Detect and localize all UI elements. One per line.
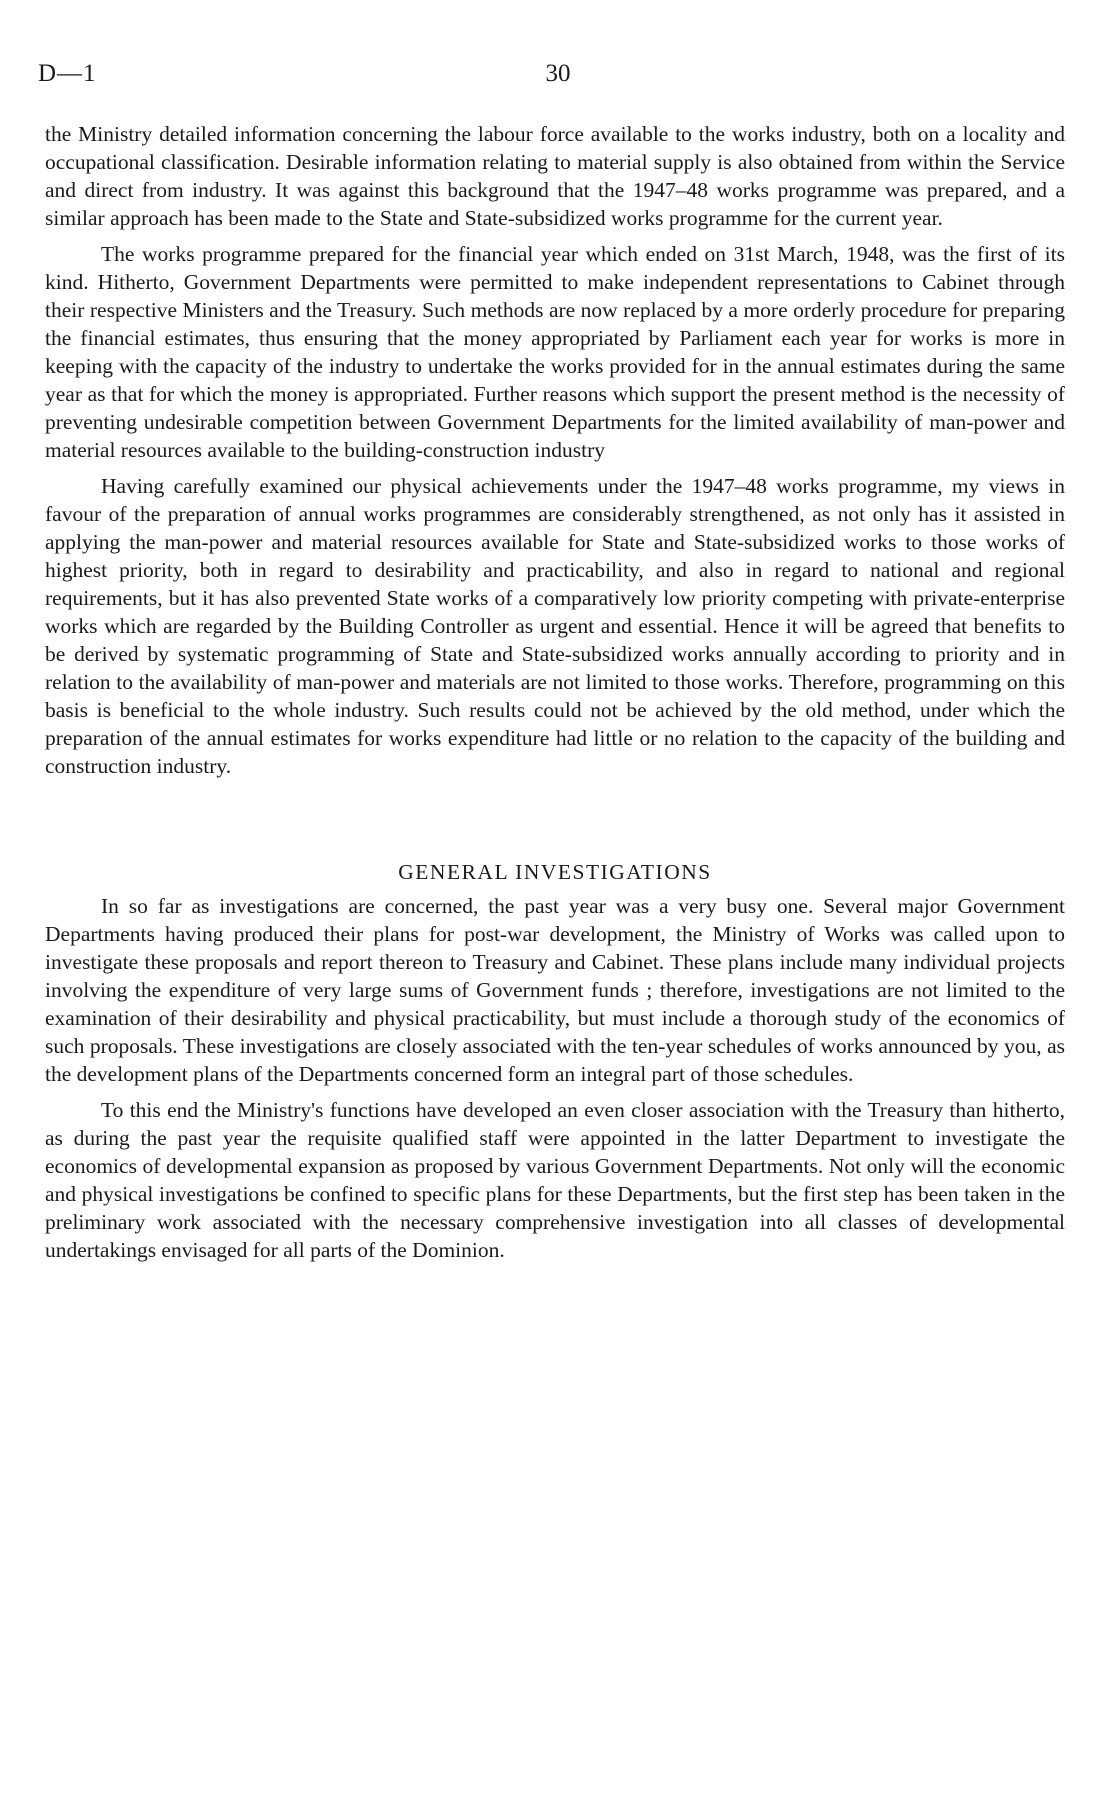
page-number: 30 [545, 60, 571, 87]
page-header [38, 60, 1078, 92]
paragraph: Having carefully examined our physical achievements under the 1947–48 works programme, my views in favour of the preparation of annual works programmes are considerably strengthened, as not only has it assisted in applying the man-power and material resources available for State and State-subsidized works to those works of highest priority, both in regard to desirability and practicability, and also in regard to national and regional requirements, but it has also prevented State works of a comparatively low priority competing with private-enterprise works which are regarded by the Building Controller as urgent and essential. Hence it will be agreed that benefits to be derived by systematic programming of State and State-subsidized works annually according to priority and in relation to the availability of man-power and materials are not limited to those works. Therefore, programming on this basis is beneficial to the whole industry. Such results could not be achieved by the old method, under which the preparation of the annual estimates for works expenditure had little or no relation to the capacity of the building and construction industry. [45, 474, 1065, 778]
paragraph: In so far as investigations are concerned, the past year was a very busy one. Several major Government Departments having produced their plans for post-war development, the Ministry of Works was called upon to investigate these proposals and report thereon to Treasury and Cabinet. These plans include many individual projects involving the expenditure of very large sums of Government funds ; therefore, investigations are not limited to the examination of their desirability and physical practicability, but must include a thorough study of the economics of such proposals. These investigations are closely associated with the ten-year schedules of works announced by you, as the development plans of the Departments concerned form an integral part of those schedules. [45, 894, 1065, 1086]
section-heading: GENERAL INVESTIGATIONS [398, 860, 712, 884]
paragraph-continued: the Ministry detailed information concerning the labour force available to the works industry, both on a locality and occupational classification. Desirable information relating to material supply is also obtained from within the Service and direct from industry. It was against this background that the 1947–48 works programme was prepared, and a similar approach has been made to the State and State-subsidized works programme for the current year. [45, 122, 1065, 230]
paragraph: The works programme prepared for the financial year which ended on 31st March, 1948, was the first of its kind. Hitherto, Government Departments were permitted to make independent representations to Cabinet through their respective Ministers and the Treasury. Such methods are now replaced by a more orderly procedure for preparing the financial estimates, thus ensuring that the money appropriated by Parliament each year for works is more in keeping with the capacity of the industry to undertake the works provided for in the annual estimates during the same year as that for which the money is appropriated. Further reasons which support the present method is the necessity of preventing undesirable competition between Government Departments for the limited availability of man-power and material resources available to the building-construction industry [45, 242, 1065, 462]
paragraph: To this end the Ministry's functions have developed an even closer association with the Treasury than hitherto, as during the past year the requisite qualified staff were appointed in the latter Department to investigate the economics of developmental expansion as proposed by various Government Departments. Not only will the economic and physical investigations be confined to specific plans for these Departments, but the first step has been taken in the preliminary work associated with the necessary comprehensive investigation into all classes of developmental undertakings envisaged for all parts of the Dominion. [45, 1098, 1065, 1262]
body-text [45, 120, 1065, 1272]
running-head: D—1 [38, 60, 97, 87]
